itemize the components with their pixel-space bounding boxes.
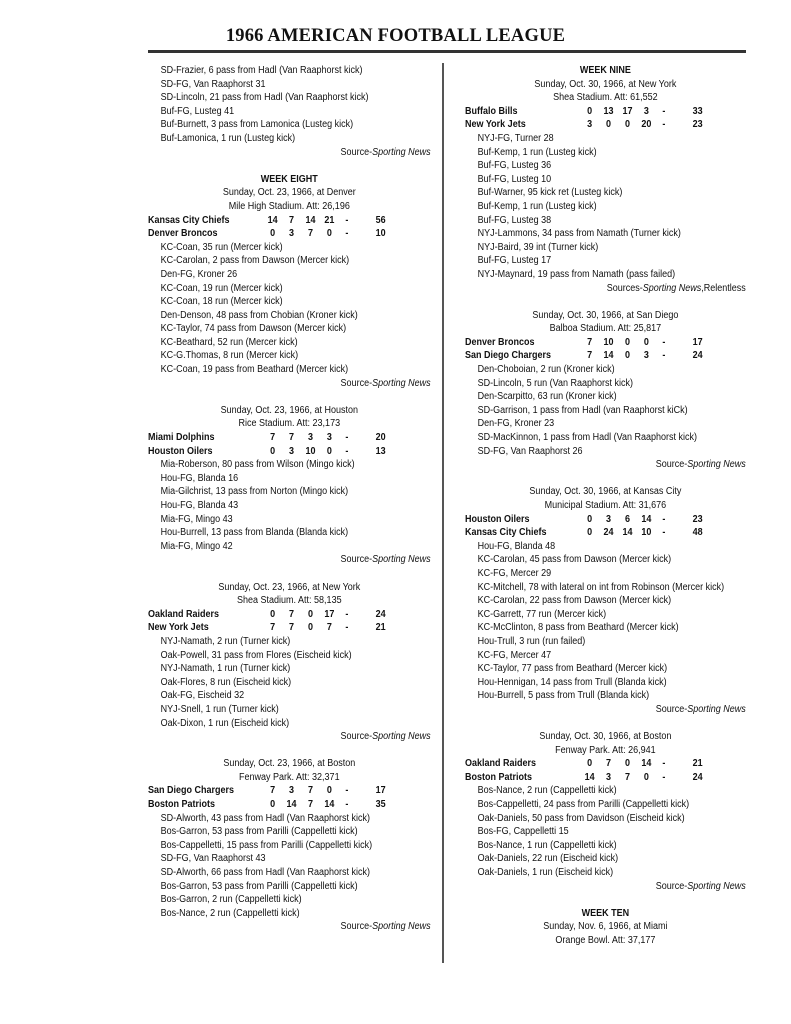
score-dash: - (345, 432, 349, 444)
scoring-play: Hou-Hennigan, 14 pass from Trull (Blanda kick) (477, 676, 667, 688)
scoring-play: Mia-Gilchrist, 13 pass from Norton (Mingo kick) (160, 486, 349, 498)
source-line (148, 377, 431, 391)
score-dash: - (345, 228, 349, 240)
source-line (465, 282, 746, 296)
section-spacer (465, 717, 746, 731)
score-dash: - (662, 119, 666, 131)
quarter-score: 3 (587, 119, 593, 131)
scoring-play: Hou-FG, Blanda 43 (160, 500, 239, 511)
quarter-score: 14 (267, 214, 278, 226)
source-prefix: Sources- (606, 282, 643, 294)
final-score: 21 (375, 622, 386, 634)
scoring-play: SD-Lincoln, 5 run (Van Raaphorst kick) (477, 377, 634, 389)
section-spacer (465, 893, 746, 907)
quarter-score: 14 (305, 214, 316, 226)
scoring-play: KC-FG, Mercer 47 (477, 649, 552, 661)
quarter-score: 10 (603, 336, 614, 348)
scoring-play: KC-G.Thomas, 8 run (Mercer kick) (160, 350, 299, 362)
scoring-play: Buf-Burnett, 3 pass from Lamonica (Lusteg kick) (160, 119, 354, 131)
scoring-play: KC-Coan, 18 run (Mercer kick) (160, 296, 283, 308)
quarter-score: 7 (606, 758, 612, 770)
quarter-score: 21 (324, 214, 335, 226)
source-line (148, 920, 431, 934)
quarter-score: 7 (289, 608, 295, 620)
scoring-play: Bos-Cappelletti, 15 pass from Parilli (Cappelletti kick) (160, 839, 373, 851)
quarter-score: 0 (587, 105, 593, 117)
team-name: New York Jets (465, 119, 526, 131)
final-score: 33 (692, 105, 703, 117)
scoring-play: Oak-FG, Eischeid 32 (160, 690, 245, 702)
scoring-play: Buf-Lamonica, 1 run (Lusteg kick) (160, 132, 296, 144)
source-line (148, 730, 431, 744)
scoring-play: KC-Mitchell, 78 with lateral on int from Robinson (Mercer kick) (477, 581, 725, 593)
source-name: Sporting News (372, 377, 431, 389)
scoring-play: KC-Beathard, 52 run (Mercer kick) (160, 336, 298, 348)
score-row (465, 105, 746, 119)
page-title: 1966 AMERICAN FOOTBALL LEAGUE (225, 26, 566, 46)
scoring-play: Mia-FG, Mingo 43 (160, 513, 233, 525)
quarter-score: 0 (587, 758, 593, 770)
score-row (148, 445, 431, 459)
scoring-play: KC-Garrett, 77 run (Mercer kick) (477, 608, 607, 620)
team-name: Kansas City Chiefs (465, 527, 547, 539)
score-row (148, 621, 431, 635)
game-info: Sunday, Oct. 30, 1966, at San Diego (532, 309, 679, 321)
scoring-play: Den-FG, Kroner 26 (160, 268, 238, 280)
score-dash: - (662, 527, 666, 539)
scoring-play: Buf-Kemp, 1 run (Lusteg kick) (477, 146, 597, 158)
quarter-score: 3 (289, 445, 295, 457)
scoring-play: Den-Choboian, 2 run (Kroner kick) (477, 364, 615, 376)
scoring-play: Bos-Nance, 2 run (Cappelletti kick) (477, 785, 617, 797)
quarter-score: 0 (643, 771, 649, 783)
scoring-play: Buf-FG, Lusteg 38 (477, 214, 552, 226)
team-name: Houston Oilers (465, 513, 530, 525)
game-info: Sunday, Oct. 23, 1966, at Houston (220, 404, 359, 416)
score-row (148, 214, 431, 228)
quarter-score: 6 (624, 513, 630, 525)
source-prefix: Source- (340, 554, 373, 566)
scoring-play: Buf-FG, Lusteg 10 (477, 173, 552, 185)
scoring-play: KC-Carolan, 45 pass from Dawson (Mercer kick) (477, 554, 672, 566)
score-row (465, 757, 746, 771)
final-score: 24 (375, 608, 386, 620)
score-row (465, 526, 746, 540)
score-dash: - (662, 105, 666, 117)
score-row (465, 118, 746, 132)
quarter-score: 14 (622, 527, 633, 539)
source-suffix: ,Relentless (701, 282, 746, 294)
score-row (465, 349, 746, 363)
final-score: 20 (375, 432, 386, 444)
quarter-score: 14 (286, 799, 297, 811)
scoring-play: Buf-Kemp, 1 run (Lusteg kick) (477, 200, 597, 212)
week-heading: WEEK TEN (581, 907, 630, 919)
final-score: 10 (375, 228, 386, 240)
scoring-play: Den-Denson, 48 pass from Chobian (Kroner kick) (160, 309, 358, 321)
source-prefix: Source- (340, 731, 373, 743)
source-line (465, 458, 746, 472)
quarter-score: 14 (603, 350, 614, 362)
scoring-play: KC-Carolan, 2 pass from Dawson (Mercer kick) (160, 255, 350, 267)
right-column (465, 64, 746, 948)
source-name: Sporting News (687, 459, 746, 471)
source-prefix: Source- (340, 146, 373, 158)
week-heading: WEEK NINE (579, 65, 631, 76)
scoring-play: NYJ-Snell, 1 run (Turner kick) (160, 703, 279, 715)
team-name: Houston Oilers (148, 445, 213, 457)
score-row (148, 431, 431, 445)
score-row (148, 784, 431, 798)
scoring-play: Mia-FG, Mingo 42 (160, 540, 233, 552)
scoring-play: KC-FG, Mercer 29 (477, 567, 552, 579)
scoring-play: Den-FG, Kroner 23 (477, 418, 555, 430)
game-info: Municipal Stadium. Att: 31,676 (544, 500, 667, 511)
section-spacer (148, 159, 431, 173)
score-row (465, 336, 746, 350)
scoring-play: SD-Garrison, 1 pass from Hadl (van Raaphorst kiCk) (477, 404, 688, 416)
scoring-play: Hou-FG, Blanda 16 (160, 472, 239, 484)
scoring-play: Bos-Garron, 53 pass from Parilli (Cappelletti kick) (160, 826, 358, 838)
source-line (148, 146, 431, 160)
game-info: Sunday, Oct. 30, 1966, at Boston (539, 731, 672, 743)
final-score: 23 (692, 119, 703, 131)
scoring-play: SD-Lincoln, 21 pass from Hadl (Van Raaphorst kick) (160, 92, 369, 104)
source-name: Sporting News (372, 921, 431, 933)
final-score: 17 (692, 336, 703, 348)
game-info: Rice Stadium. Att: 23,173 (238, 418, 341, 430)
quarter-score: 14 (584, 771, 595, 783)
team-name: Denver Broncos (148, 228, 218, 240)
scoring-play: Mia-Roberson, 80 pass from Wilson (Mingo kick) (160, 459, 355, 471)
quarter-score: 0 (624, 350, 630, 362)
team-name: Miami Dolphins (148, 432, 215, 444)
quarter-score: 3 (606, 513, 612, 525)
left-column (148, 64, 431, 934)
scoring-play: Buf-FG, Lusteg 36 (477, 160, 552, 172)
scoring-play: Buf-Warner, 95 kick ret (Lusteg kick) (477, 187, 623, 199)
score-row (465, 513, 746, 527)
section-spacer (148, 567, 431, 581)
quarter-score: 3 (606, 771, 612, 783)
scoring-play: Bos-Cappelletti, 24 pass from Parilli (Cappelletti kick) (477, 799, 690, 811)
quarter-score: 14 (324, 799, 335, 811)
game-info: Sunday, Oct. 30, 1966, at New York (534, 78, 677, 90)
scoring-play: Hou-Burrell, 5 pass from Trull (Blanda kick) (477, 690, 650, 702)
score-row (148, 798, 431, 812)
game-info: Shea Stadium. Att: 61,552 (553, 92, 658, 104)
quarter-score: 0 (624, 119, 630, 131)
scoring-play: Oak-Flores, 8 run (Eischeid kick) (160, 676, 292, 688)
quarter-score: 7 (624, 771, 630, 783)
team-name: Boston Patriots (148, 799, 216, 811)
column-divider (442, 63, 444, 963)
score-dash: - (345, 214, 349, 226)
scoring-play: Buf-FG, Lusteg 41 (160, 105, 235, 117)
scoring-play: SD-FG, Van Raaphorst 31 (160, 78, 266, 90)
final-score: 21 (692, 758, 703, 770)
scoring-play: KC-Carolan, 22 pass from Dawson (Mercer kick) (477, 595, 672, 607)
quarter-score: 3 (643, 105, 649, 117)
score-dash: - (345, 622, 349, 634)
game-info: Fenway Park. Att: 26,941 (555, 744, 656, 756)
source-prefix: Source- (340, 377, 373, 389)
game-info: Sunday, Oct. 23, 1966, at New York (218, 581, 361, 593)
scoring-play: NYJ-Baird, 39 int (Turner kick) (477, 241, 599, 253)
final-score: 24 (692, 350, 703, 362)
final-score: 23 (692, 513, 703, 525)
quarter-score: 0 (326, 785, 332, 797)
source-name: Sporting News (687, 703, 746, 715)
team-name: New York Jets (148, 622, 209, 634)
quarter-score: 7 (326, 622, 332, 634)
source-prefix: Source- (655, 880, 688, 892)
quarter-score: 7 (307, 228, 313, 240)
section-spacer (148, 744, 431, 758)
quarter-score: 7 (307, 785, 313, 797)
score-dash: - (662, 758, 666, 770)
quarter-score: 0 (587, 513, 593, 525)
team-name: San Diego Chargers (465, 350, 552, 362)
quarter-score: 0 (624, 758, 630, 770)
score-row (148, 608, 431, 622)
score-dash: - (345, 608, 349, 620)
team-name: Buffalo Bills (465, 105, 518, 117)
scoring-play: Bos-Nance, 1 run (Cappelletti kick) (477, 839, 617, 851)
quarter-score: 7 (270, 432, 276, 444)
scoring-play: SD-Frazier, 6 pass from Hadl (Van Raaphorst kick) (160, 65, 363, 76)
scoring-play: Oak-Daniels, 1 run (Eischeid kick) (477, 867, 614, 879)
score-dash: - (345, 445, 349, 457)
quarter-score: 0 (270, 445, 276, 457)
game-info: Sunday, Nov. 6, 1966, at Miami (543, 921, 668, 933)
quarter-score: 0 (606, 119, 612, 131)
quarter-score: 0 (326, 228, 332, 240)
game-info: Sunday, Oct. 23, 1966, at Boston (223, 758, 356, 770)
week-heading: WEEK EIGHT (260, 173, 318, 185)
scoring-play: Oak-Daniels, 50 pass from Davidson (Eischeid kick) (477, 812, 685, 824)
final-score: 13 (375, 445, 386, 457)
scoring-play: KC-Coan, 19 run (Mercer kick) (160, 282, 283, 294)
section-spacer (148, 390, 431, 404)
team-name: San Diego Chargers (148, 785, 235, 797)
title-rule (148, 50, 746, 53)
scoring-play: KC-Coan, 35 run (Mercer kick) (160, 241, 283, 253)
quarter-score: 0 (270, 228, 276, 240)
quarter-score: 0 (307, 608, 313, 620)
game-info: Sunday, Oct. 30, 1966, at Kansas City (529, 486, 682, 498)
quarter-score: 7 (270, 785, 276, 797)
scoring-play: Hou-Trull, 3 run (run failed) (477, 635, 586, 647)
source-line (465, 880, 746, 894)
quarter-score: 3 (289, 228, 295, 240)
game-info: Orange Bowl. Att: 37,177 (555, 935, 656, 946)
source-line (465, 703, 746, 717)
scoring-play: Oak-Dixon, 1 run (Eischeid kick) (160, 717, 290, 729)
source-prefix: Source- (655, 459, 688, 471)
quarter-score: 0 (587, 527, 593, 539)
scoring-play: Bos-FG, Cappelletti 15 (477, 826, 569, 838)
quarter-score: 3 (326, 432, 332, 444)
quarter-score: 7 (289, 214, 295, 226)
quarter-score: 3 (289, 785, 295, 797)
team-name: Oakland Raiders (148, 608, 220, 620)
quarter-score: 7 (270, 622, 276, 634)
quarter-score: 7 (289, 432, 295, 444)
quarter-score: 7 (307, 799, 313, 811)
quarter-score: 14 (641, 513, 652, 525)
source-name: Sporting News (372, 731, 431, 743)
section-spacer (465, 295, 746, 309)
section-spacer (465, 472, 746, 486)
scoring-play: NYJ-Namath, 2 run (Turner kick) (160, 635, 291, 647)
final-score: 17 (375, 785, 386, 797)
quarter-score: 0 (624, 336, 630, 348)
source-name: Sporting News (642, 282, 702, 294)
score-dash: - (345, 799, 349, 811)
scoring-play: Bos-Nance, 2 run (Cappelletti kick) (160, 907, 300, 919)
source-name: Sporting News (372, 146, 431, 158)
quarter-score: 10 (641, 527, 652, 539)
source-name: Sporting News (687, 880, 746, 892)
quarter-score: 14 (641, 758, 652, 770)
source-prefix: Source- (340, 921, 373, 933)
scoring-play: SD-Alworth, 66 pass from Hadl (Van Raaphorst kick) (160, 867, 371, 879)
scoring-play: SD-Alworth, 43 pass from Hadl (Van Raaphorst kick) (160, 812, 371, 824)
scoring-play: Bos-Garron, 2 run (Cappelletti kick) (160, 894, 302, 906)
final-score: 35 (375, 799, 386, 811)
scoring-play: Bos-Garron, 53 pass from Parilli (Cappelletti kick) (160, 880, 358, 892)
game-info: Fenway Park. Att: 32,371 (239, 771, 340, 783)
quarter-score: 7 (289, 622, 295, 634)
quarter-score: 0 (643, 336, 649, 348)
quarter-score: 17 (324, 608, 335, 620)
team-name: Denver Broncos (465, 336, 535, 348)
quarter-score: 17 (622, 105, 633, 117)
quarter-score: 0 (270, 608, 276, 620)
quarter-score: 24 (603, 527, 614, 539)
scoring-play: Oak-Powell, 31 pass from Flores (Eischeid kick) (160, 649, 352, 661)
scoring-play: Oak-Daniels, 22 run (Eischeid kick) (477, 853, 619, 865)
scoring-play: Den-Scarpitto, 63 run (Kroner kick) (477, 391, 617, 403)
source-line (148, 553, 431, 567)
scoring-play: SD-FG, Van Raaphorst 43 (160, 853, 266, 865)
final-score: 48 (692, 527, 703, 539)
scoring-play: NYJ-Maynard, 19 pass from Namath (pass failed) (477, 268, 676, 280)
scoring-play: KC-Taylor, 77 pass from Beathard (Mercer kick) (477, 663, 668, 675)
scoring-play: SD-FG, Van Raaphorst 26 (477, 445, 583, 457)
scoring-play: Hou-FG, Blanda 48 (477, 540, 556, 552)
quarter-score: 7 (587, 336, 593, 348)
score-dash: - (662, 336, 666, 348)
quarter-score: 13 (603, 105, 614, 117)
team-name: Oakland Raiders (465, 758, 537, 770)
source-name: Sporting News (372, 554, 431, 566)
scoring-play: NYJ-FG, Turner 28 (477, 132, 554, 144)
scoring-play: KC-Coan, 19 pass from Beathard (Mercer kick) (160, 364, 349, 376)
scoring-play: NYJ-Namath, 1 run (Turner kick) (160, 663, 291, 675)
quarter-score: 0 (326, 445, 332, 457)
team-name: Boston Patriots (465, 771, 533, 783)
final-score: 56 (375, 214, 386, 226)
game-info: Balboa Stadium. Att: 25,817 (549, 323, 662, 335)
quarter-score: 10 (305, 445, 316, 457)
game-info: Mile High Stadium. Att: 26,196 (228, 200, 350, 212)
score-dash: - (662, 350, 666, 362)
quarter-score: 0 (270, 799, 276, 811)
quarter-score: 20 (641, 119, 652, 131)
scoring-play: Buf-FG, Lusteg 17 (477, 255, 552, 267)
quarter-score: 3 (643, 350, 649, 362)
score-dash: - (345, 785, 349, 797)
game-info: Sunday, Oct. 23, 1966, at Denver (222, 187, 356, 199)
scoring-play: Hou-Burrell, 13 pass from Blanda (Blanda kick) (160, 527, 349, 539)
team-name: Kansas City Chiefs (148, 214, 230, 226)
score-dash: - (662, 771, 666, 783)
score-row (465, 771, 746, 785)
quarter-score: 7 (587, 350, 593, 362)
game-info: Shea Stadium. Att: 58,135 (237, 595, 342, 607)
scoring-play: KC-Taylor, 74 pass from Dawson (Mercer kick) (160, 323, 347, 335)
scoring-play: NYJ-Lammons, 34 pass from Namath (Turner kick) (477, 228, 681, 240)
score-dash: - (662, 513, 666, 525)
quarter-score: 3 (307, 432, 313, 444)
scoring-play: SD-MacKinnon, 1 pass from Hadl (Van Raaphorst kick) (477, 432, 698, 444)
score-row (148, 227, 431, 241)
quarter-score: 0 (307, 622, 313, 634)
scoring-play: KC-McClinton, 8 pass from Beathard (Mercer kick) (477, 622, 679, 634)
source-prefix: Source- (655, 703, 688, 715)
final-score: 24 (692, 771, 703, 783)
